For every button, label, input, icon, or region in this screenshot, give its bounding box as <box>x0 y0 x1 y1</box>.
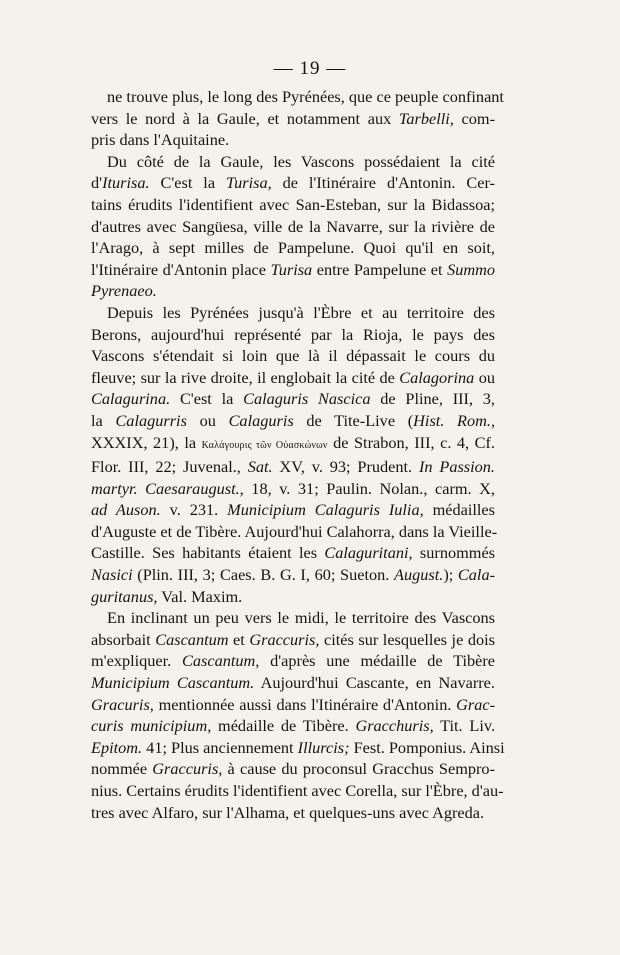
text-line: m'expliquer. Cascantum, d'après une médaille de Tibère <box>91 651 495 671</box>
text-line: Municipium Cascantum. Aujourd'hui Cascante, en Navarre. <box>91 673 495 693</box>
paragraph <box>91 151 495 302</box>
text-line: vers le nord à la Gaule, et notamment aux Tarbelli, com- <box>91 108 495 128</box>
text-line: martyr. Caesaraugust., 18, v. 31; Paulin. Nolan., carm. X, <box>91 478 495 498</box>
text-line: ad Auson. v. 231. Municipium Calaguris Iulia, médailles <box>91 500 495 520</box>
text-line: absorbait Cascantum et Graccuris, cités sur lesquelles je dois <box>91 629 495 649</box>
text-line: Castille. Ses habitants étaient les Calaguritani, surnommés <box>91 543 495 563</box>
text-line: curis municipium, médaille de Tibère. Gracchuris, Tit. Liv. <box>91 716 496 736</box>
text-line: nommée Graccuris, à cause du proconsul Gracchus Sempro- <box>91 759 495 779</box>
text-line: d'autres avec Sangüesa, ville de la Navarre, sur la rivière de <box>91 216 495 236</box>
text-line: pris dans l'Aquitaine. <box>91 130 230 150</box>
text-line: tains érudits l'identifient avec San-Esteban, sur la Bidassoa; <box>91 194 495 214</box>
text-line: d'Auguste et de Tibère. Aujourd'hui Calahorra, dans la Vieille- <box>91 521 498 541</box>
text-line: Vascons s'étendait si loin que là il dépassait le cours du <box>91 346 495 366</box>
paragraph <box>91 607 505 823</box>
page-number: — 19 — <box>273 58 347 79</box>
text-line: guritanus, Val. Maxim. <box>91 586 243 606</box>
text-line: Epitom. 41; Plus anciennement Illurcis; Fest. Pomponius. Ainsi <box>91 737 505 757</box>
text-line: Flor. III, 22; Juvenal., Sat. XV, v. 93; Prudent. In Passion. <box>91 457 496 477</box>
text-line: En inclinant un peu vers le midi, le territoire des Vascons <box>107 608 495 628</box>
body-text <box>91 86 505 823</box>
text-line: Depuis les Pyrénées jusqu'à l'Èbre et au territoire des <box>107 302 495 322</box>
paragraph <box>91 302 498 607</box>
paragraph <box>91 86 504 151</box>
text-line: nius. Certains érudits l'identifient avec Corella, sur l'Èbre, d'au- <box>91 781 504 800</box>
text-line: Du côté de la Gaule, les Vascons possédaient la cité <box>107 151 495 171</box>
text-line: fleuve; sur la rive droite, il englobait la cité de Calagorina ou <box>91 367 495 387</box>
text-line: tres avec Alfaro, sur l'Alhama, et quelques-uns avec Agreda. <box>91 802 485 822</box>
text-line: l'Itinéraire d'Antonin place Turisa entre Pampelune et Summo <box>91 259 495 279</box>
text-line: ne trouve plus, le long des Pyrénées, que ce peuple confinant <box>107 87 504 106</box>
text-line: Pyrenaeo. <box>91 281 157 301</box>
text-line: d'Iturisa. C'est la Turisa, de l'Itinéraire d'Antonin. Cer- <box>91 173 495 193</box>
text-line: XXXIX, 21), la Καλάγουρις τῶν Οὐασκώνων de Strabon, III, c. 4, Cf. <box>91 432 495 452</box>
text-line: Berons, aujourd'hui représenté par la Rioja, le pays des <box>91 324 495 344</box>
text-line: l'Arago, à sept milles de Pampelune. Quoi qu'il en soit, <box>91 238 495 258</box>
text-line: la Calagurris ou Calaguris de Tite-Live (Hist. Rom., <box>91 410 496 430</box>
text-line: Nasici (Plin. III, 3; Caes. B. G. I, 60; Sueton. August.); Cala- <box>91 565 496 585</box>
text-line: Gracuris, mentionnée aussi dans l'Itinéraire d'Antonin. Grac- <box>91 694 495 714</box>
text-line: Calagurina. C'est la Calaguris Nascica de Pline, III, 3, <box>91 389 496 409</box>
